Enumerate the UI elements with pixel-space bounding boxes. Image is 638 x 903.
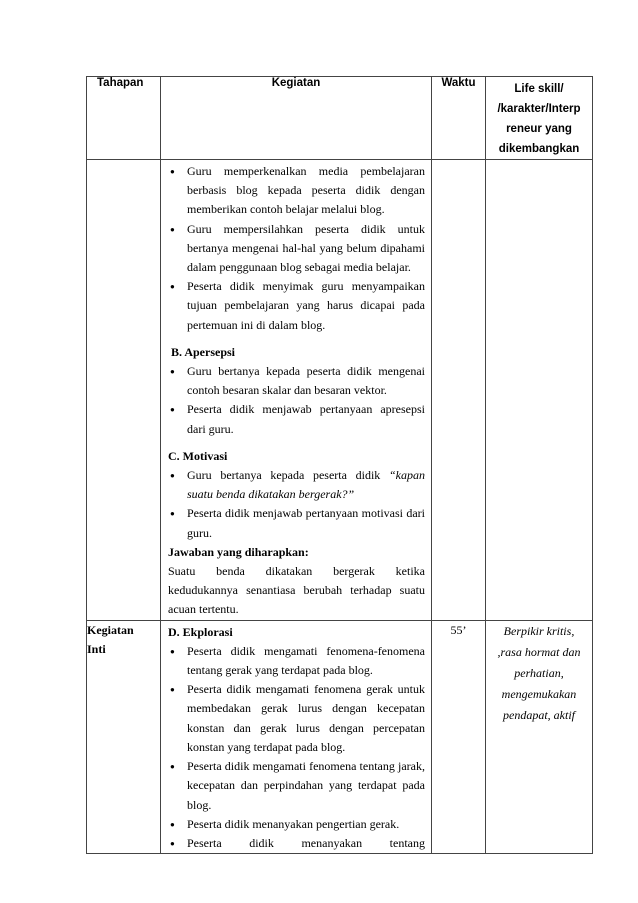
list-item: ● Peserta didik mengamati fenomena gerak untuk membedakan gerak lurus dengan kecepatan konstan dan gerak lurus dengan percepatan konstan yang terdapat pada blog. [168,680,425,757]
list-item [168,466,425,504]
motivasi-bullet-list [168,466,425,543]
jawaban-text [168,562,425,620]
jawaban-body: Suatu benda dikatakan bergerak ketika kedudukannya senantiasa berubah terhadap suatu [168,564,425,598]
list-item: ● Guru memperkenalkan media pembelajaran berbasis blog kepada peserta didik dengan memberikan contoh belajar melalui blog. [168,162,425,220]
header-life-skill-line: /karakter/Interp [497,103,581,115]
life-line: pendapat, aktif [503,707,575,722]
header-life-skill-line: dikembangkan [498,143,580,155]
intro-bullet-list [168,162,425,335]
table-header-row [87,77,593,160]
jawaban-title: Jawaban yang diharapkan: [168,544,309,559]
row1-tahapan [87,160,161,621]
apersepsi-title: B. Apersepsi [171,344,236,359]
motivasi-question-prefix: Guru bertanya kepada peserta didik [187,468,389,483]
eksplorasi-title: D. Ekplorasi [168,624,233,639]
list-item: ● Peserta didik mengamati fenomena-fenomena tentang gerak yang terdapat pada blog. [168,642,425,680]
eksplorasi-bullet-list [168,642,425,853]
life-line: Berpikir kritis, [503,623,575,638]
life-line: ,rasa hormat dan [497,644,581,659]
lesson-plan-table [86,76,593,854]
row2-tahapan [87,620,161,853]
motivasi-title: C. Motivasi [168,448,228,463]
header-life-skill-line: Life skill/ [514,83,564,95]
life-line: mengemukakan [501,686,577,701]
list-item: ● Peserta didik menanyakan pengertian gerak. [168,815,425,834]
list-item: ● Peserta didik menjawab pertanyaan motivasi dari guru. [168,504,425,542]
list-item: ● Peserta didik menanyakan tentang [168,834,425,853]
table-row [87,160,593,621]
motivasi-question: “kapan suatu benda dikatakan bergerak?” [187,468,425,502]
row1-waktu [432,160,486,621]
list-item: ● Guru mempersilahkan peserta didik untuk bertanya mengenai hal-hal yang belum dipahami dalam penggunaan blog sebagai media belajar. [168,220,425,278]
table-row [87,620,593,853]
row1-kegiatan [161,160,432,621]
list-item: ● Peserta didik menyimak guru menyampaikan tujuan pembelajaran yang harus dicapai pada pertemuan ini di dalam blog. [168,277,425,335]
row2-life [486,620,593,853]
row2-kegiatan [161,620,432,853]
stage-line: Inti [87,641,106,656]
header-kegiatan: Kegiatan [161,77,432,160]
row2-waktu: 55’ [432,620,486,853]
stage-line: Kegiatan [87,622,134,637]
apersepsi-bullet-list [168,362,425,439]
list-item: ● Peserta didik menjawab pertanyaan apresepsi dari guru. [168,400,425,438]
life-line: perhatian, [514,665,564,680]
header-life-skill [486,77,593,160]
list-item: ● Guru bertanya kepada peserta didik mengenai contoh besaran skalar dan besaran vektor. [168,362,425,400]
header-life-skill-line: reneur yang [506,123,572,135]
header-tahapan: Tahapan [87,77,161,160]
row1-life [486,160,593,621]
list-item: ● Peserta didik mengamati fenomena tentang jarak, kecepatan dan perpindahan yang terdapat pada blog. [168,757,425,815]
jawaban-last-line: acuan tertentu. [168,602,239,617]
header-waktu: Waktu [432,77,486,160]
